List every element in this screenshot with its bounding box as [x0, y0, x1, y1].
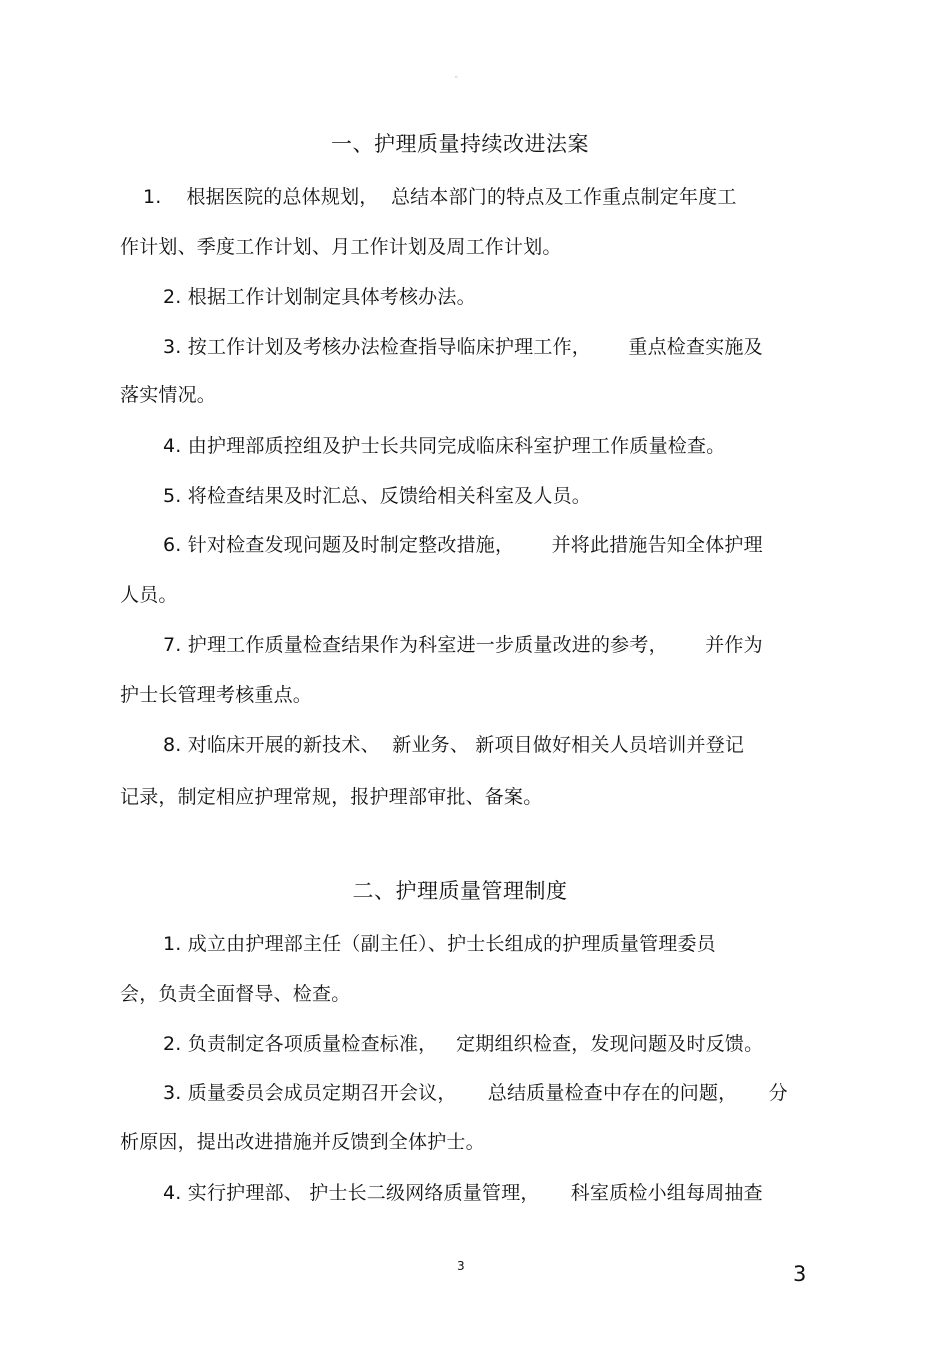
paragraph-line: 4. 由护理部质控组及护士长共同完成临床科室护理工作质量检查。 — [163, 435, 726, 457]
paragraph-line: 7. 护理工作质量检查结果作为科室进一步质量改进的参考， 并作为 — [163, 634, 763, 656]
section1-title: 一、护理质量持续改进法案 — [331, 132, 589, 156]
paragraph-line: 人员。 — [120, 584, 178, 606]
page-number: 3 — [793, 1262, 807, 1286]
section2-title: 二、护理质量管理制度 — [352, 879, 568, 903]
paragraph-line: 护士长管理考核重点。 — [120, 684, 313, 706]
paragraph-line: 1. 成立由护理部主任（副主任）、护士长组成的护理质量管理委员 — [163, 933, 716, 955]
paragraph-line: 落实情况。 — [120, 384, 217, 406]
paragraph-line: 8. 对临床开展的新技术、 新业务、 新项目做好相关人员培训并登记 — [163, 734, 745, 756]
paragraph-line: 2. 负责制定各项质量检查标准， 定期组织检查，发现问题及时反馈。 — [163, 1033, 764, 1055]
paragraph-line: 会，负责全面督导、检查。 — [120, 983, 351, 1005]
paragraph-line: 析原因，提出改进措施并反馈到全体护士。 — [120, 1131, 485, 1153]
page-number-small: 3 — [457, 1259, 465, 1273]
paragraph-line: 作计划、季度工作计划、月工作计划及周工作计划。 — [120, 236, 562, 258]
paragraph-line: 3. 质量委员会成员定期召开会议， 总结质量检查中存在的问题， 分 — [163, 1082, 788, 1104]
paragraph-line: 3. 按工作计划及考核办法检查指导临床护理工作， 重点检查实施及 — [163, 336, 763, 358]
paragraph-line: 4. 实行护理部、 护士长二级网络质量管理， 科室质检小组每周抽查 — [163, 1182, 763, 1204]
paragraph-line: 6. 针对检查发现问题及时制定整改措施， 并将此措施告知全体护理 — [163, 534, 763, 556]
paragraph-line: 2. 根据工作计划制定具体考核办法。 — [163, 286, 476, 308]
paragraph-line: 记录，制定相应护理常规，报护理部审批、备案。 — [120, 786, 543, 808]
paragraph-line: 5. 将检查结果及时汇总、反馈给相关科室及人员。 — [163, 485, 591, 507]
top-mark: 。 — [455, 71, 462, 79]
paragraph-line: 1. 根据医院的总体规划， 总结本部门的特点及工作重点制定年度工 — [143, 186, 737, 208]
